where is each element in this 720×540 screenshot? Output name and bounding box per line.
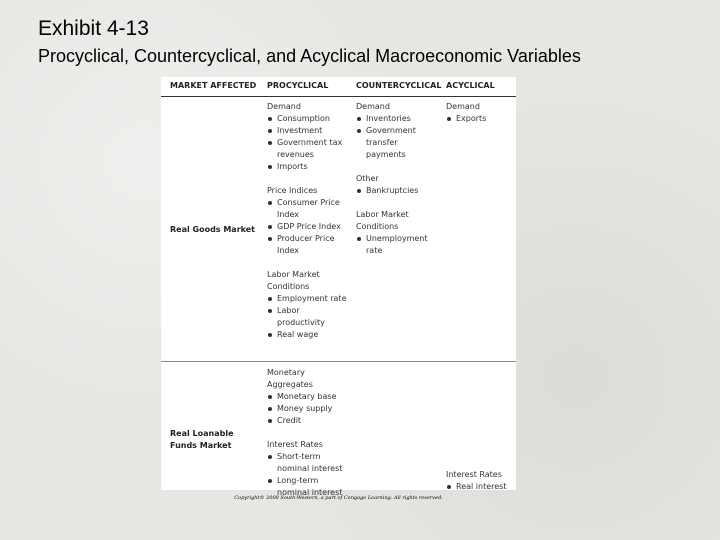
variable-group — [267, 185, 347, 257]
variable-group — [267, 439, 347, 499]
exhibit-figure — [161, 77, 516, 497]
bullet-list — [267, 451, 347, 499]
variable-group — [267, 367, 347, 427]
group-heading: Demand — [446, 102, 480, 111]
list-item: Consumer Price Index — [267, 197, 347, 221]
bullet-list — [267, 197, 347, 257]
variable-group — [356, 101, 437, 161]
group-heading: Other — [356, 174, 379, 183]
list-item: Consumption — [267, 113, 347, 125]
cell-real-goods-acyclical — [437, 97, 516, 362]
list-item: Money supply — [267, 403, 347, 415]
bullet-list — [446, 481, 516, 493]
group-heading: Labor Market Conditions — [356, 210, 409, 231]
list-item: GDP Price Index — [267, 221, 347, 233]
cell-loanable-countercyclical — [347, 362, 437, 516]
list-item: Real interest — [446, 481, 516, 493]
bullet-list — [446, 113, 516, 125]
market-real-goods: Real Goods Market — [170, 225, 256, 234]
table-row-loanable-funds — [161, 362, 516, 516]
slide-subtitle: Procyclical, Countercyclical, and Acyclical Macroeconomic Variables — [38, 46, 581, 66]
bullet-list — [267, 391, 347, 427]
header-countercyclical: COUNTERCYCLICAL — [347, 77, 437, 97]
market-loanable-funds: Real Loanable Funds Market — [161, 362, 258, 516]
list-item: Long-term nominal interest — [267, 475, 347, 499]
list-item: Unemployment rate — [356, 233, 437, 257]
cell-real-goods-procyclical — [258, 97, 347, 362]
bullet-list — [267, 293, 347, 341]
variable-group — [356, 173, 437, 197]
bullet-list — [356, 233, 437, 257]
group-heading: Interest Rates — [446, 470, 502, 479]
group-heading: Monetary Aggregates — [267, 368, 313, 389]
group-heading: Price Indices — [267, 186, 318, 195]
cell-loanable-procyclical — [258, 362, 347, 516]
list-item: Bankruptcies — [356, 185, 437, 197]
header-acyclical: ACYCLICAL — [437, 77, 516, 97]
bullet-list — [356, 113, 437, 161]
list-item: Short-term nominal interest — [267, 451, 347, 475]
table-row-real-goods — [161, 97, 516, 362]
list-item: Labor productivity — [267, 305, 347, 329]
variable-group — [446, 469, 516, 493]
list-item: Monetary base — [267, 391, 347, 403]
list-item: Government tax revenues — [267, 137, 347, 161]
variable-group — [446, 101, 516, 125]
cyclical-variables-table — [161, 77, 516, 515]
list-item: Real wage — [267, 329, 347, 341]
list-item: Employment rate — [267, 293, 347, 305]
bullet-list — [356, 185, 437, 197]
list-item: Investment — [267, 125, 347, 137]
list-item: Producer Price Index — [267, 233, 347, 257]
list-item: Exports — [446, 113, 516, 125]
variable-group — [356, 209, 437, 257]
variable-group — [267, 269, 347, 341]
cell-loanable-acyclical — [437, 362, 516, 516]
cell-real-goods-countercyclical — [347, 97, 437, 362]
list-item: Inventories — [356, 113, 437, 125]
header-procyclical: PROCYCLICAL — [258, 77, 347, 97]
group-heading: Demand — [356, 102, 390, 111]
group-heading: Interest Rates — [267, 440, 323, 449]
slide-title: Exhibit 4-13 — [38, 17, 149, 40]
group-heading: Labor Market Conditions — [267, 270, 320, 291]
list-item: Government transfer payments — [356, 125, 437, 161]
bullet-list — [267, 113, 347, 173]
list-item: Imports — [267, 161, 347, 173]
list-item: Credit — [267, 415, 347, 427]
group-heading: Demand — [267, 102, 301, 111]
table-header-row — [161, 77, 516, 97]
variable-group — [267, 101, 347, 173]
copyright-notice: Copyright© 2008 South-Western, a part of Cengage Learning. All rights reserved. — [234, 495, 443, 501]
header-market-affected: MARKET AFFECTED — [161, 77, 258, 97]
